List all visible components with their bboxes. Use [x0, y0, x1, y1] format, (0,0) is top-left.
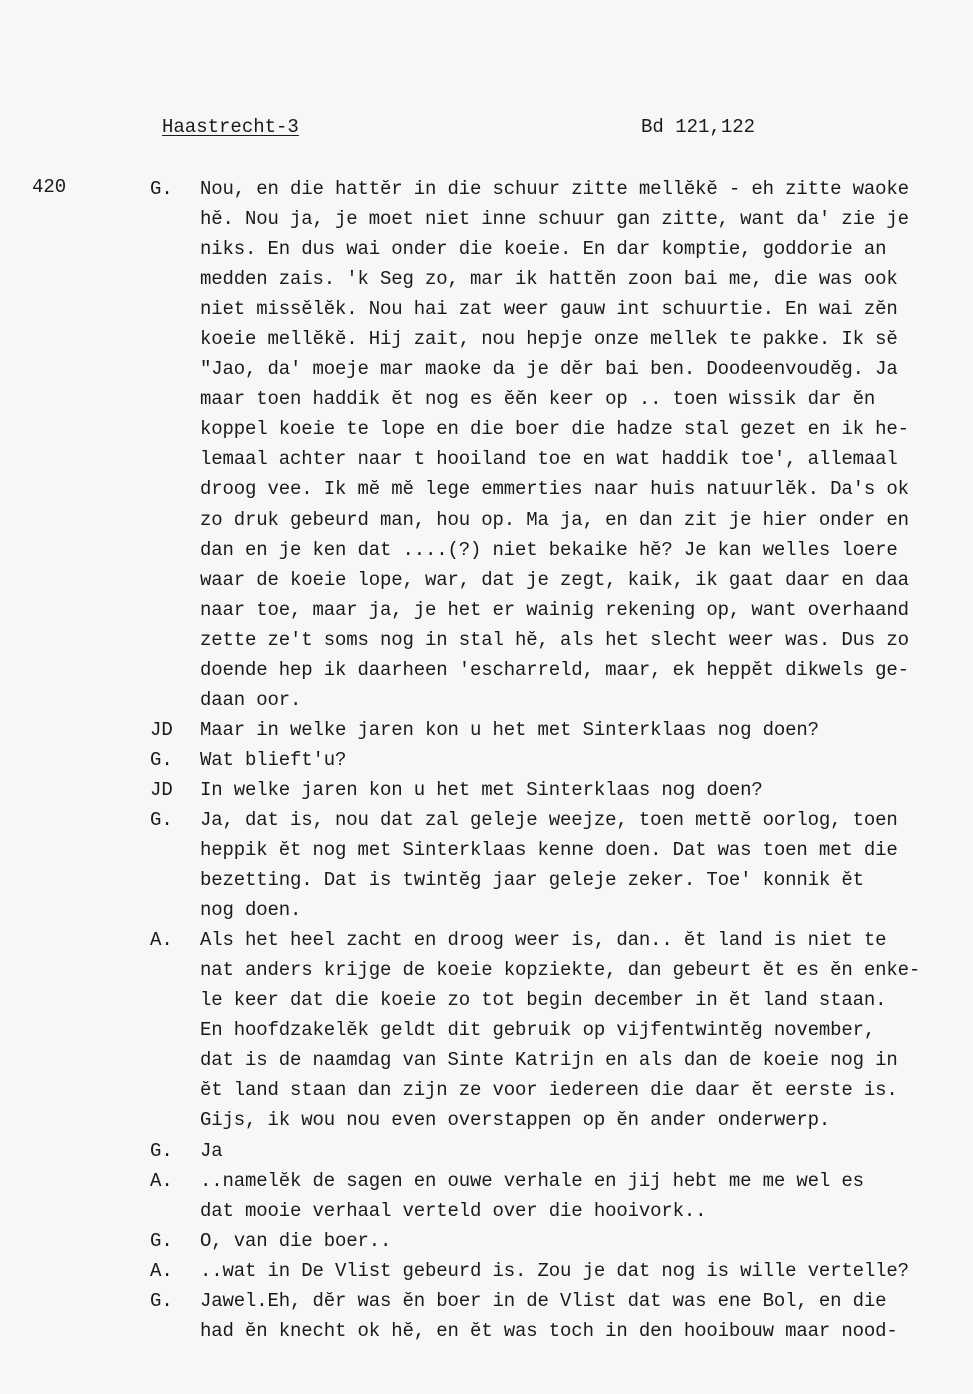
text-line: nog doen. — [200, 899, 302, 922]
transcript-entry — [150, 1286, 973, 1346]
speech-text — [200, 745, 973, 775]
text-line: koppel koeie te lope en die boer die hadze stal gezet en ik he- — [200, 418, 909, 441]
text-line: daan oor. — [200, 688, 302, 711]
transcript-entry — [150, 925, 973, 1135]
speaker-label: A. — [150, 1169, 173, 1192]
text-line: koeie mellĕkĕ. Hij zait, nou hepje onze mellek te pakke. Ik sĕ — [200, 328, 898, 351]
text-line: bezetting. Dat is twintĕg jaar geleje zeker. Toe' konnik ĕt — [200, 869, 864, 892]
text-line: Gijs, ik wou nou even overstappen op ĕn ander onderwerp. — [200, 1109, 831, 1132]
text-line: nat anders krijge de koeie kopziekte, dan gebeurt ĕt es ĕn enke- — [200, 959, 921, 982]
speaker-label: G. — [150, 1289, 173, 1312]
text-line: le keer dat die koeie zo tot begin december in ĕt land staan. — [200, 989, 887, 1012]
text-line: En hoofdzakelĕk geldt dit gebruik op vijfentwintĕg november, — [200, 1019, 876, 1042]
text-line: zette ze't soms nog in stal hĕ, als het slecht weer was. Dus zo — [200, 628, 909, 651]
speaker-label: G. — [150, 178, 173, 200]
transcript-entry — [150, 174, 973, 715]
text-line: dat is de naamdag van Sinte Katrijn en als dan de koeie nog in — [200, 1049, 898, 1072]
text-line: doende hep ik daarheen 'escharreld, maar, ek heppĕt dikwels ge- — [200, 658, 909, 681]
speech-text — [200, 715, 973, 745]
transcript-entry — [150, 715, 973, 745]
transcript-entry — [150, 1256, 973, 1286]
speaker-label: G. — [150, 1229, 173, 1252]
transcript-entry — [150, 1166, 973, 1226]
speaker-label: A. — [150, 1259, 173, 1282]
transcript-entry — [150, 805, 973, 925]
text-line: naar toe, maar ja, je het er wainig rekening op, want overhaand — [200, 598, 909, 621]
text-line: Ja — [200, 1139, 223, 1162]
text-line: had ĕn knecht ok hĕ, en ĕt was toch in den hooibouw maar nood- — [200, 1319, 898, 1342]
text-line: Wat blieft'u? — [200, 748, 347, 771]
text-line: lemaal achter naar t hooiland toe en wat haddik toe', allemaal — [200, 448, 898, 471]
text-line: ..namelĕk de sagen en ouwe verhale en jij hebt me me wel es — [200, 1169, 864, 1192]
speech-text — [200, 1226, 973, 1256]
speech-text — [200, 1136, 973, 1166]
text-line: Jawel.Eh, dĕr was ĕn boer in de Vlist dat was ene Bol, en die — [200, 1289, 887, 1312]
text-line: hĕ. Nou ja, je moet niet inne schuur gan zitte, want da' zie je — [200, 208, 909, 231]
text-line: niet missĕlĕk. Nou hai zat weer gauw int schuurtie. En wai zĕn — [200, 298, 898, 321]
text-line: zo druk gebeurd man, hou op. Ma ja, en dan zit je hier onder en — [200, 508, 909, 531]
speaker-label: JD — [150, 778, 173, 801]
text-line: ..wat in De Vlist gebeurd is. Zou je dat nog is wille vertelle? — [200, 1259, 909, 1282]
transcript-entry — [150, 775, 973, 805]
speaker-label: JD — [150, 718, 173, 741]
speech-text — [200, 805, 973, 925]
text-line: Nou, en die hattĕr in die schuur zitte mellĕkĕ - eh zitte waoke — [200, 178, 909, 200]
speech-text — [200, 1286, 973, 1346]
text-line: dan en je ken dat ....(?) niet bekaike hĕ? Je kan welles loere — [200, 538, 898, 561]
transcript-entry — [150, 1136, 973, 1166]
text-line: "Jao, da' moeje mar maoke da je dĕr bai ben. Doodeenvoudĕg. Ja — [200, 358, 898, 381]
speech-text — [200, 775, 973, 805]
transcript — [150, 174, 973, 1346]
speaker-label: A. — [150, 929, 173, 952]
speech-text — [200, 174, 973, 715]
speaker-label: G. — [150, 1139, 173, 1162]
transcript-entry — [150, 1226, 973, 1256]
speaker-label: G. — [150, 808, 173, 831]
speaker-label: G. — [150, 748, 173, 771]
text-line: droog vee. Ik mĕ mĕ lege emmerties naar huis natuurlĕk. Da's ok — [200, 478, 909, 501]
document-reference: Bd 121,122 — [641, 116, 756, 138]
text-line: Ja, dat is, nou dat zal geleje weejze, toen mettĕ oorlog, toen — [200, 808, 898, 831]
text-line: In welke jaren kon u het met Sinterklaas nog doen? — [200, 778, 763, 801]
text-line: ĕt land staan dan zijn ze voor iedereen die daar ĕt eerste is. — [200, 1079, 898, 1102]
text-line: waar de koeie lope, war, dat je zegt, kaik, ik gaat daar en daa — [200, 568, 909, 591]
transcript-entry — [150, 745, 973, 775]
text-line: medden zais. 'k Seg zo, mar ik hattĕn zoon bai me, die was ook — [200, 268, 898, 291]
speech-text — [200, 1256, 973, 1286]
document-title: Haastrecht-3 — [162, 116, 299, 138]
text-line: heppik ĕt nog met Sinterklaas kenne doen. Dat was toen met die — [200, 839, 898, 862]
speech-text — [200, 1166, 973, 1226]
text-line: Als het heel zacht en droog weer is, dan.. ĕt land is niet te — [200, 929, 887, 952]
margin-line-number: 420 — [32, 176, 67, 198]
text-line: dat mooie verhaal verteld over die hooivork.. — [200, 1199, 707, 1222]
text-line: maar toen haddik ĕt nog es ĕĕn keer op .. toen wissik dar ĕn — [200, 388, 876, 411]
text-line: O, van die boer.. — [200, 1229, 392, 1252]
text-line: Maar in welke jaren kon u het met Sinterklaas nog doen? — [200, 718, 819, 741]
speech-text — [200, 925, 973, 1135]
text-line: niks. En dus wai onder die koeie. En dar komptie, goddorie an — [200, 238, 887, 261]
